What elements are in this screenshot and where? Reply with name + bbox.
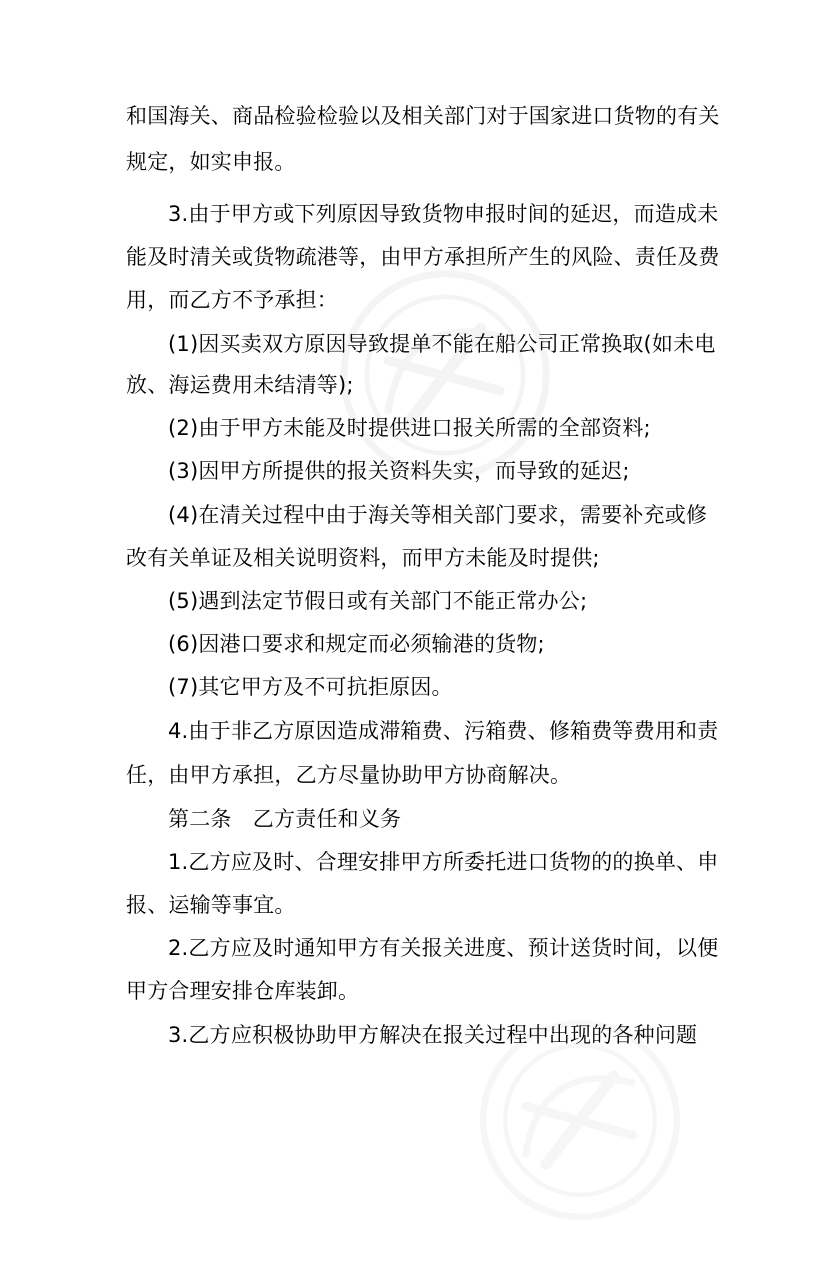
document-line: 任，由甲方承担，乙方尽量协助甲方协商解决。 (126, 763, 572, 787)
document-line: (1)因买卖双方原因导致提单不能在船公司正常换取(如未电 (168, 332, 716, 356)
section-heading: 第二条 乙方责任和义务 (168, 807, 402, 831)
document-line: (3)因甲方所提供的报关资料失实，而导致的延迟; (168, 459, 630, 483)
document-line: (2)由于甲方未能及时提供进口报关所需的全部资料; (168, 416, 651, 440)
document-line: 和国海关、商品检验检验以及相关部门对于国家进口货物的有关 (126, 104, 720, 128)
document-line: 4.由于非乙方原因造成滞箱费、污箱费、修箱费等费用和责 (168, 719, 719, 743)
document-line: (5)遇到法定节假日或有关部门不能正常办公; (168, 589, 588, 613)
document-line: 3.由于甲方或下列原因导致货物申报时间的延迟，而造成未 (168, 202, 719, 226)
document-line: 2.乙方应及时通知甲方有关报关进度、预计送货时间，以便 (168, 936, 719, 960)
document-line: (6)因港口要求和规定而必须输港的货物; (168, 632, 545, 656)
document-line: 放、海运费用未结清等); (126, 373, 354, 397)
document-line: 甲方合理安排仓库装卸。 (126, 979, 360, 1003)
document-line: 改有关单证及相关说明资料，而甲方未能及时提供; (126, 546, 600, 570)
document-line: 3.乙方应积极协助甲方解决在报关过程中出现的各种问题 (168, 1023, 698, 1047)
document-line: 规定，如实申报。 (126, 150, 296, 174)
document-line: (4)在清关过程中由于海关等相关部门要求，需要补充或修 (168, 503, 708, 527)
document-line: 报、运输等事宜。 (126, 893, 296, 917)
watermark-stamp-icon (427, 967, 732, 1272)
document-line: 能及时清关或货物疏港等，由甲方承担所产生的风险、责任及费 (126, 245, 720, 269)
document-line: 1.乙方应及时、合理安排甲方所委托进口货物的的换单、申 (168, 850, 719, 874)
document-line: 用，而乙方不予承担： (126, 288, 338, 312)
document-line: (7)其它甲方及不可抗拒原因。 (168, 675, 453, 699)
